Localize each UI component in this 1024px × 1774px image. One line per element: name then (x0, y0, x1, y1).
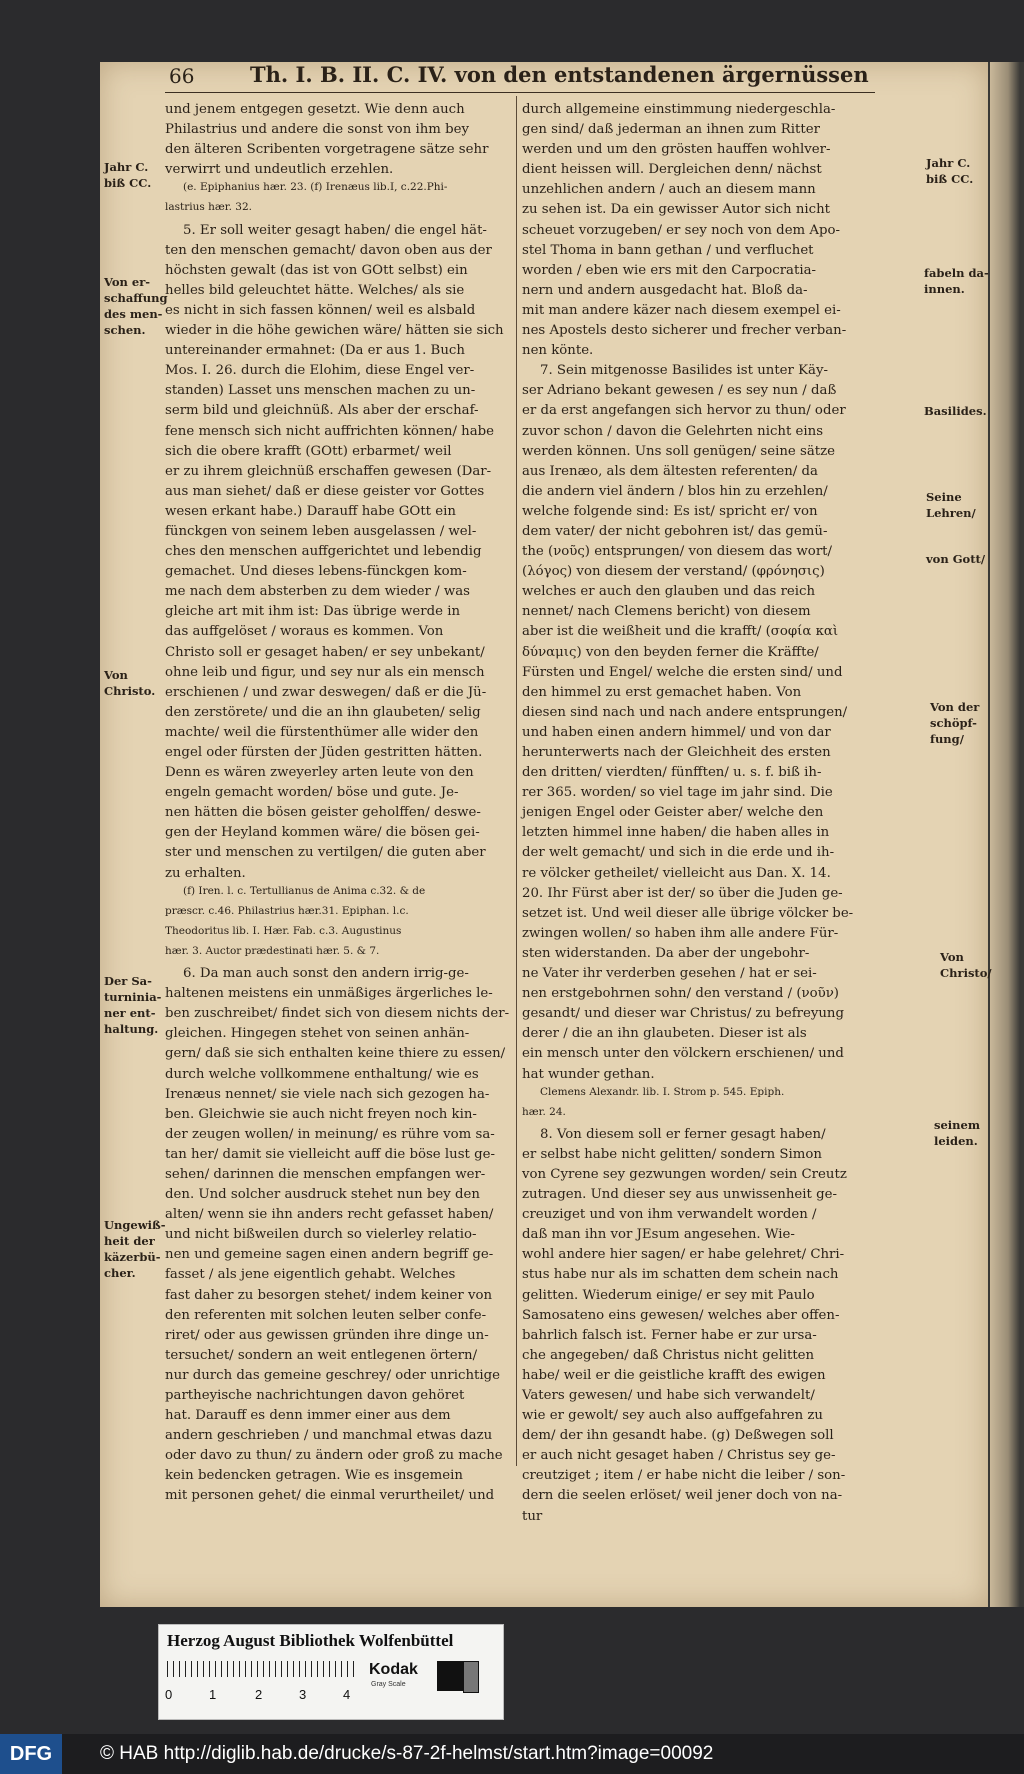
text-line: aus Irenæo, als dem ältesten referenten/ da (522, 463, 818, 479)
text-line: gern/ daß sie sich enthalten keine thiere zu essen/ (165, 1046, 506, 1062)
text-line: Denn es wären zweyerley arten leute von den (165, 765, 474, 781)
text-line: hær. 24. (522, 1105, 566, 1118)
text-line: haltenen meistens ein unmäßiges ärgerliches le- (165, 986, 493, 1002)
text-line: kein bedencken getragen. Wie es insgemein (165, 1468, 463, 1484)
text-line: gleiche art mit ihm ist: Das übrige werde in (165, 604, 461, 620)
text-line: aber ist die weißheit und die krafft/ (σοφία καὶ (522, 624, 839, 640)
text-line: jenigen Engel oder Geister aber/ welche den (522, 805, 824, 821)
text-line: habe/ weil er die geistliche krafft des ewigen (522, 1367, 826, 1383)
margin-note: fabeln da- (924, 266, 989, 280)
text-line: (f) Iren. l. c. Tertullianus de Anima c.32. & de (183, 884, 426, 897)
text-line: untereinander ermahnet: (Da er aus 1. Buch (165, 343, 465, 359)
text-line: Theodoritus lib. I. Hær. Fab. c.3. Augustinus (165, 924, 402, 937)
text-line: Mos. I. 26. durch die Elohim, diese Engel ver- (165, 363, 475, 379)
text-line: hat. Darauff es denn immer einer aus dem (165, 1408, 451, 1424)
text-line: (λόγος) von diesem der verstand/ (φρόνησις) (522, 564, 825, 580)
text-line: ten den menschen gemacht/ davon oben aus der (165, 242, 492, 258)
text-line: er da erst angefangen sich hervor zu thun/ oder (522, 403, 846, 419)
text-line: gelitten. Wiederum einige/ er sey mit Paulo (522, 1287, 815, 1303)
text-line: durch welche vollkommene enthaltung/ wie es (165, 1066, 479, 1082)
margin-note: biß CC. (104, 176, 152, 190)
text-line: dient heissen will. Dergleichen denn/ nächst (522, 162, 822, 178)
text-line: nen könte. (522, 343, 594, 359)
text-line: ser Adriano bekant gewesen / es sey nun / daß (522, 383, 837, 399)
text-line: creutziget ; item / er habe nicht die leiber / son- (522, 1468, 846, 1484)
text-line: fene mensch sich nicht auffrichten können/ habe (165, 423, 495, 439)
text-line: dem/ der ihn gesandt habe. (g) Deßwegen soll (522, 1428, 834, 1444)
margin-note: Jahr C. (926, 156, 971, 170)
text-line: zuvor schon / davon die Gelehrten nicht eins (522, 423, 824, 439)
ruler-number: 3 (299, 1687, 307, 1702)
text-line: hat wunder gethan. (522, 1066, 655, 1082)
text-line: rer 365. worden/ so viel tage im jahr sind. Die (522, 785, 833, 801)
text-line: ben. Gleichwie sie auch nicht freyen noch kin- (165, 1106, 477, 1122)
text-line: δύναμις) von den beyden ferner die Kräffte/ (522, 644, 819, 660)
text-line: nen hätten die bösen geister geholffen/ deswe- (165, 805, 481, 821)
gray-scale-label: Gray Scale (371, 1681, 406, 1688)
text-line: dem vater/ der nicht gebohren ist/ das gemü- (522, 523, 828, 539)
text-line: Fürsten und Engel/ welche die ersten sind/ und (522, 664, 843, 680)
text-line: ne Vater ihr verderben gesehen / hat er sei- (522, 966, 817, 982)
text-line: dern die seelen erlöset/ weil jener doch von na- (522, 1488, 843, 1504)
library-name: Herzog August Bibliothek Wolfenbüttel (167, 1631, 454, 1650)
text-line: herunterwerts nach der Gleichheit des ersten (522, 745, 831, 760)
text-line: zwingen wollen/ so haben ihm alle andere Für- (522, 925, 839, 941)
text-line: welches er auch den glauben und das reich (522, 584, 816, 600)
text-line: stus habe nur als im schatten dem schein nach (522, 1267, 839, 1283)
text-line: welche folgende sind: Es ist/ spricht er/ von (522, 503, 818, 519)
copyright-link[interactable] (100, 1743, 713, 1765)
running-title: Th. I. B. II. C. IV. von den entstandenen ärgernüssen (250, 62, 869, 87)
text-line: ohne leib und figur, und sey nur als ein mensch (165, 664, 485, 680)
margin-note: leiden. (934, 1134, 978, 1148)
text-line: alten/ wenn sie ihn anders recht gefasset haben/ (165, 1207, 494, 1223)
text-line: diesen sind nach und nach andere entsprungen/ (522, 704, 848, 720)
next-page-edge (988, 62, 1024, 1607)
text-line: unzehlichen andern / auch an diesem mann (522, 182, 816, 198)
text-line: Irenæus nennet/ sie viele nach sich gezogen ha- (165, 1086, 490, 1102)
text-line: tur (522, 1508, 543, 1524)
text-line: den dritten/ vierdten/ fünfften/ u. s. f. biß ih- (522, 765, 822, 781)
text-line: derer / die an ihn glaubeten. Dieser ist als (522, 1026, 807, 1042)
text-line: hær. 3. Auctor prædestinati hær. 5. & 7. (165, 944, 380, 957)
text-line: sehen/ darinnen die menschen empfangen wer- (165, 1166, 486, 1182)
text-line: der welt gemacht/ und sich in die erde und ih- (522, 845, 835, 861)
text-line: verwirrt und undeutlich erzehlen. (165, 162, 394, 178)
margin-note: seinem (934, 1118, 981, 1132)
text-line: fünckgen von seinem leben ausgelassen / wel- (165, 523, 477, 539)
margin-note: Lehren/ (926, 506, 976, 520)
text-line: che angegeben/ daß Christus nicht gelitten (522, 1347, 815, 1363)
text-line: mit man andere käzer nach diesem exempel ei- (522, 302, 841, 318)
text-line: wie er gewolt/ sey auch also auffgefahren zu (522, 1408, 823, 1424)
text-line: ches den menschen auffgerichtet und lebendig (165, 544, 482, 560)
text-line: den. Und solcher ausdruck stehet nun bey den (165, 1187, 480, 1203)
margin-note: cher. (104, 1266, 136, 1280)
text-line: andern geschrieben / und manchmal etwas dazu (165, 1428, 493, 1444)
text-line: und haben einen andern himmel/ und von dar (522, 724, 831, 740)
margin-note: Christo/ (940, 966, 992, 980)
margin-note: haltung. (104, 1022, 159, 1036)
margin-note: schaffung (104, 291, 168, 305)
text-line: 7. Sein mitgenosse Basilides ist unter Käy- (540, 363, 828, 379)
text-line: fast daher zu besorgen stehet/ indem keiner von (165, 1287, 493, 1303)
text-line: höchsten gewalt (das ist von GOtt selbst) ein (165, 262, 468, 278)
margin-note: Von der (930, 700, 980, 714)
text-line: erschienen / und zwar deswegen/ daß er die Jü- (165, 684, 487, 700)
text-line: nen und gemeine sagen einen andern begriff ge- (165, 1247, 494, 1263)
text-line: mit personen gehet/ die einmal verurtheilet/ und (165, 1488, 495, 1504)
text-line: worden / eben wie ers mit den Carpocratia- (522, 262, 816, 278)
margin-note: Ungewiß- (104, 1218, 166, 1232)
text-line: lastrius hær. 32. (165, 201, 252, 214)
text-line: gemachet. Und dieses lebens-fünckgen kom- (165, 564, 467, 580)
text-line: stel Thoma in bann gethan / und verfluchet (522, 242, 814, 258)
text-line: Samosateno eins gewesen/ welches aber offen- (522, 1307, 840, 1323)
text-line: werden und um den grösten hauffen wohlver- (522, 142, 831, 158)
text-line: ein mensch unter den völckern erschienen/ und (522, 1046, 844, 1062)
right-text-column (522, 100, 872, 1524)
text-line: præscr. c.46. Philastrius hær.31. Epiphan. l.c. (165, 904, 409, 917)
text-line: engeln gemacht worden/ böse und gute. Je- (165, 785, 459, 801)
text-line: nes Apostels desto sicherer und frecher verban- (522, 323, 847, 339)
page-header (165, 58, 875, 93)
kodak-logo: Kodak (369, 1661, 418, 1678)
text-line: der zeugen wollen/ in meinung/ es rühre vom sa- (165, 1126, 495, 1142)
margin-note: heit der (104, 1234, 155, 1248)
text-line: tan her/ damit sie vielleicht auff die böse lust ge- (165, 1146, 495, 1162)
text-line: er selbst habe nicht gelitten/ sondern Simon (522, 1146, 822, 1162)
text-line: fasset / als jene eigentlich gehabt. Welches (165, 1267, 456, 1283)
text-line: sich die obere krafft (GOtt) erbarmet/ weil (165, 443, 452, 459)
ruler-number: 0 (165, 1687, 173, 1702)
text-line: wesen erkant habe.) Darauff habe GOtt ein (165, 503, 456, 519)
text-line: letzten himmel inne haben/ die haben alles in (522, 825, 830, 841)
gray-patch-dark (437, 1661, 463, 1691)
text-line: durch allgemeine einstimmung niedergeschla- (522, 102, 836, 117)
text-line: den himmel zu erst gemachet haben. Von (522, 684, 802, 700)
margin-note: käzerbü- (104, 1250, 161, 1264)
margin-note: von Gott/ (926, 552, 986, 566)
margin-note: innen. (924, 282, 965, 296)
text-line: gen sind/ daß jederman an ihnen zum Ritter (522, 122, 820, 138)
text-line: scheuet vorzugeben/ er sey noch von dem Apo- (522, 222, 841, 238)
margin-note: Von (940, 950, 964, 964)
text-line: nennet/ nach Clemens bericht) von diesem (522, 604, 811, 620)
text-line: re völcker getheilet/ vielleicht aus Dan. X. 14. (522, 865, 831, 881)
text-line: gen der Heyland kommen wäre/ die bösen gei- (165, 825, 480, 841)
margin-note: Christo. (104, 684, 156, 698)
scale-ruler (167, 1661, 357, 1677)
gray-patch-mid (463, 1661, 479, 1693)
column-divider (516, 96, 517, 1466)
margin-note: schöpf- (930, 716, 977, 730)
text-line: creuziget und von ihm verwandelt worden / (522, 1207, 817, 1223)
text-line: den älteren Scribenten vorgetragene sätze sehr (165, 142, 489, 158)
text-line: zu erhalten. (165, 865, 246, 881)
margin-note: Von er- (104, 275, 151, 289)
text-line: nern und andern ausgedacht hat. Bloß da- (522, 282, 808, 298)
margin-note: Seine (926, 490, 962, 504)
left-text-column (165, 100, 513, 1504)
margin-note: biß CC. (926, 172, 974, 186)
ruler-number: 4 (343, 1687, 351, 1702)
text-line: es nicht in sich fassen können/ weil es alsbald (165, 302, 476, 318)
text-line: ster und menschen zu vertilgen/ die guten aber (165, 845, 486, 861)
text-line: ben zuschreibet/ findet sich von diesem nichts der- (165, 1006, 510, 1022)
text-line: 6. Da man auch sonst den andern irrig-ge- (183, 966, 469, 982)
text-line: nen erstgebohrnen sohn/ den verstand / (νοῦν) (522, 986, 839, 1002)
margin-note: turninia- (104, 990, 162, 1004)
text-line: (e. Epiphanius hær. 23. (f) Irenæus lib.I, c.22.Phi- (183, 181, 448, 194)
text-line: werden können. Uns soll genügen/ seine sätze (522, 443, 835, 459)
text-line: er auch nicht gesaget haben / Christus sey ge- (522, 1448, 836, 1464)
ruler-number: 2 (255, 1687, 263, 1702)
dfg-logo: DFG (0, 1734, 62, 1774)
text-line: den referenten mit solchen leuten selber confe- (165, 1307, 487, 1323)
text-line: Christo soll er gesaget haben/ er sey unbekant/ (165, 644, 485, 660)
text-line: wieder in die höhe gewichen wäre/ hätten sie sich (165, 323, 504, 339)
ruler-number: 1 (209, 1687, 217, 1702)
text-line: 5. Er soll weiter gesagt haben/ die engel hät- (183, 222, 487, 238)
text-line: machte/ weil die fürstenthümer alle wider den (165, 724, 479, 740)
margin-note: Von (104, 668, 128, 682)
text-line: Clemens Alexandr. lib. I. Strom p. 545. Epiph. (540, 1085, 785, 1098)
text-line: wohl andere hier sagen/ er habe gelehret/ Chri- (522, 1247, 845, 1263)
text-line: zu sehen ist. Da ein gewisser Autor sich nicht (522, 202, 831, 218)
text-line: 8. Von diesem soll er ferner gesagt haben/ (540, 1126, 826, 1142)
text-line: partheyische nachrichtungen davon gehöret (165, 1388, 465, 1403)
text-line: und jenem entgegen gesetzt. Wie denn auch (165, 102, 465, 117)
text-line: 20. Ihr Fürst aber ist der/ so über die Juden ge- (522, 885, 843, 901)
text-line: gleichen. Hingegen stehet von seinen anhän- (165, 1026, 470, 1042)
margin-note: Der Sa- (104, 974, 152, 988)
text-line: me nach dem absterben zu dem wieder / was (165, 584, 470, 600)
margin-note: ner ent- (104, 1006, 156, 1020)
text-line: er zu ihrem gleichnüß erschaffen gewesen (Dar- (165, 463, 492, 479)
text-line: aus man siehet/ daß er diese geister vor Gottes (165, 483, 485, 499)
text-line: Vaters gewesen/ und habe sich verwandelt/ (522, 1388, 815, 1403)
text-line: riret/ oder aus gewissen gründen ihre dinge un- (165, 1327, 489, 1343)
margin-note: des men- (104, 307, 163, 321)
text-line: serm bild und gleichnüß. Als aber der erschaf- (165, 403, 479, 419)
text-line: von Cyrene sey gezwungen worden/ sein Creutz (522, 1166, 847, 1182)
margin-note: fung/ (930, 732, 964, 746)
text-line: das auffgelöset / woraus es kommen. Von (165, 624, 444, 640)
text-line: Philastrius und andere die sonst von ihm bey (165, 122, 470, 138)
text-line: die andern viel ändern / blos hin zu erzehlen/ (522, 483, 828, 499)
text-line: daß man ihn vor JEsum angesehen. Wie- (522, 1227, 795, 1243)
text-line: the (νοῦς) entsprungen/ von diesem das wort/ (522, 544, 832, 560)
text-line: tersuchet/ sondern an weit entlegenen örtern/ (165, 1347, 478, 1363)
text-line: zutragen. Und dieser sey aus unwissenheit ge- (522, 1187, 837, 1203)
text-line: gesandt/ und dieser war Christus/ zu befreyung (522, 1006, 845, 1022)
text-line: helles bild geleuchtet hätte. Welches/ als sie (165, 282, 465, 298)
copyright-text[interactable]: © HAB http://diglib.hab.de/drucke/s-87-2f-helmst/start.htm?image=00092 (100, 1743, 714, 1764)
margin-note: Jahr C. (104, 160, 149, 174)
text-line: und nicht bißweilen durch so vielerley relatio- (165, 1227, 477, 1243)
text-line: bahrlich falsch ist. Ferner habe er zur ursa- (522, 1327, 817, 1343)
text-line: engel oder fürsten der Jüden gestritten hätten. (165, 745, 483, 760)
text-line: oder davo zu thun/ zu ändern oder groß zu mache (165, 1448, 503, 1464)
text-line: setzet ist. Und weil dieser alle übrige völcker be- (522, 905, 854, 921)
text-line: den zerstörete/ und die an ihn glaubeten/ selig (165, 704, 481, 720)
margin-note: Basilides. (924, 404, 987, 418)
page-number: 66 (169, 64, 195, 88)
margin-note: schen. (104, 323, 146, 337)
library-color-card (158, 1624, 504, 1720)
text-line: standen) Lasset uns menschen machen zu un- (165, 383, 476, 399)
text-line: nur durch das gemeine geschrey/ oder unrichtige (165, 1367, 500, 1383)
text-line: sten widerstanden. Da aber der ungebohr- (522, 945, 810, 961)
